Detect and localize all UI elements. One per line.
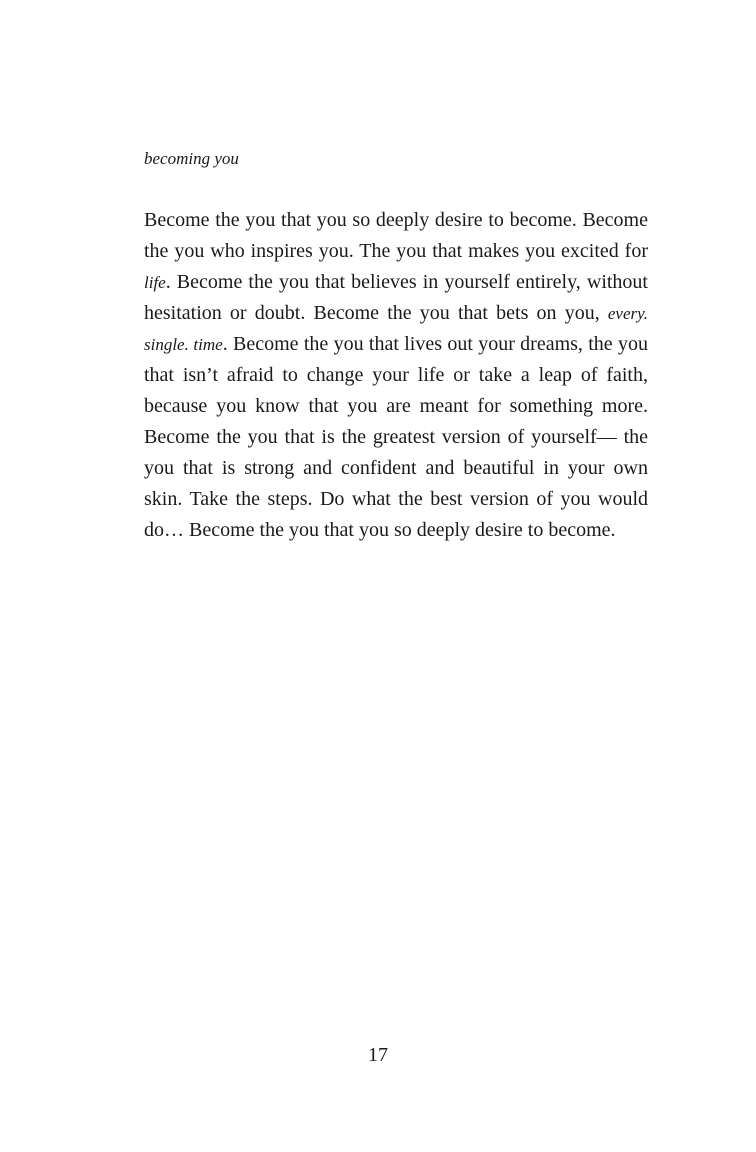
- body-paragraph: [144, 205, 648, 546]
- paragraph-text-1: Become the you that you so deeply desire to become. Become the you who inspires you. The you that makes you excited for: [144, 209, 648, 262]
- paragraph-emphasis-life: life: [144, 273, 166, 292]
- page-number: 17: [368, 1044, 388, 1066]
- paragraph-text-3: . Become the you that lives out your dreams, the you that isn’t afraid to change your life or take a leap of faith, because you know that you are meant for something more. Become the you that is the greatest version of yourself— the you that is strong and confident and beautiful in your own skin. Take the steps. Do what the best version of you would do… Become the you that you so deeply desire to become.: [144, 333, 648, 541]
- paragraph-emphasis-every-single-time: every. single. time: [144, 304, 648, 354]
- chapter-title: becoming you: [144, 149, 239, 168]
- paragraph-text-2: . Become the you that believes in yourself entirely, without hesitation or doubt. Become the you that bets on you,: [144, 271, 648, 324]
